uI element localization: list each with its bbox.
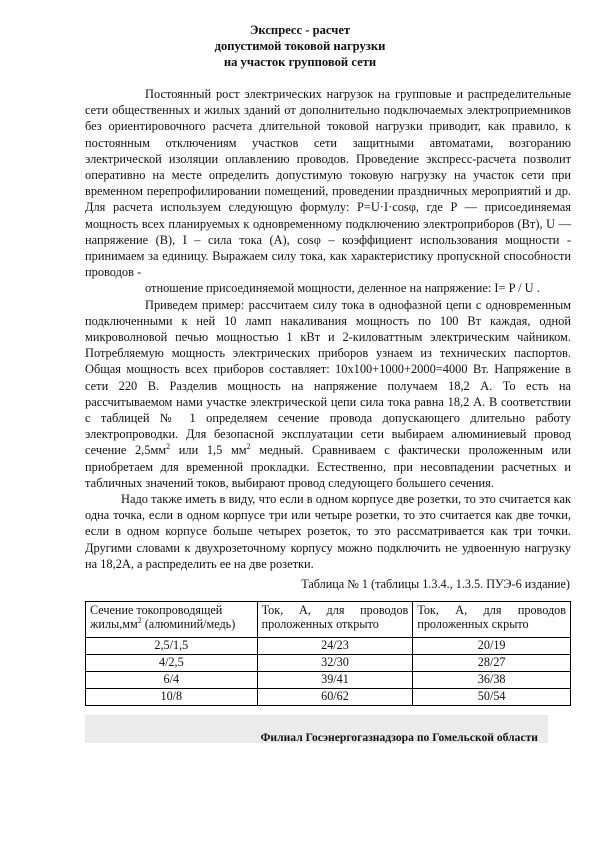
document-title: [0, 22, 600, 70]
document-body: [85, 86, 571, 572]
table-cell: 6/4: [86, 672, 258, 689]
title-line-1: Экспресс - расчет: [249, 23, 351, 37]
title-line-2: допустимой токовой нагрузки: [214, 39, 386, 53]
paragraph-intro: [85, 86, 571, 297]
table-cell: 32/30: [257, 655, 413, 672]
header-current-hidden: Ток, А, для проводов проложенных скрыто: [413, 602, 571, 638]
table-cell: 60/62: [257, 689, 413, 706]
table-row: [86, 689, 571, 706]
superscript: 2: [166, 442, 171, 452]
current-capacity-table: [85, 601, 571, 706]
title-line-3: на участок групповой сети: [223, 55, 377, 69]
table-cell: 24/23: [257, 638, 413, 655]
paragraph-example-text-a: Приведем пример: рассчитаем силу тока в однофазной цепи с одновременным подключенными к ней 10 ламп накаливания мощность по 100 Вт каждая, одной микроволновой печью мощностью 1 кВт и 2-киловаттным электрическим чайником. Потребляемую мощность электрических приборов узнаем из технических паспортов. Общая мощность всех приборов составляет: 10х100+1000+2000=4000 Вт. Напряжение в сети 220 В. Разделив мощность на напряжение получаем 18,2 А. То есть на рассчитываемом нами участке электрической цепи сила тока равна 18,2 А. В соответствии с таблицей № 1 определяем сечение провода допускающего длительно работу электропроводки. Для безопасной эксплуатации сети выбираем алюминиевый провод сечение 2,5мм: [85, 297, 571, 458]
paragraph-example-text-b: или 1,5 мм: [170, 443, 247, 458]
paragraph-example-text-c: медный. Сравниваем с фактически проложенным или приобретаем для временной прокладки. Естественно, при несовпадении расчетных и табличных значений токов, выбирают провод следующего большего сечения.: [85, 443, 571, 490]
table-cell: 4/2,5: [86, 655, 258, 672]
header-cross-section-text-a: Сечение токопроводящей жилы,мм: [90, 603, 223, 631]
table-row: [86, 638, 571, 655]
paragraph-intro-text: Постоянный рост электрических нагрузок на групповые и распределительные сети общественных и жилых зданий от дополнительно подключаемых электроприемников без ориентировочного расчета длительной токовой нагрузки приводит, как правило, к постоянным отключениям участков сети защитными автоматами, возгоранию электрической изоляции оплавлению проводов. Проведение экспресс-расчета позволит оперативно на месте определить допустимую токовую нагрузку на участок сети при временном перепрофилировании помещений, проведении праздничных мероприятий и др. Для расчета используем следующую формулу: P=U·I·cosφ, где P — присоединяемая мощность всех планируемых к одновременному подключению электроприборов (Вт), U — напряжение (В), I – сила тока (А), cosφ – коэффициент использования мощности - принимаем за единицу. Выражаем силу тока, как характеристику пропускной способности проводов -: [85, 87, 571, 280]
footer-organization: Филиал Госэнергогазнадзора по Гомельской области: [260, 731, 538, 744]
table-cell: 28/27: [413, 655, 571, 672]
table-cell: 10/8: [86, 689, 258, 706]
superscript: 2: [137, 615, 142, 625]
table-row: [86, 655, 571, 672]
table-cell: 36/38: [413, 672, 571, 689]
table-header-row: [86, 602, 571, 638]
header-cross-section-text-b: (алюминий/медь): [141, 617, 236, 631]
header-cross-section: [86, 602, 258, 638]
table-cell: 20/19: [413, 638, 571, 655]
table-caption: Таблица № 1 (таблицы 1.3.4., 1.3.5. ПУЭ-6 издание): [301, 577, 570, 591]
paragraph-sockets: Надо также иметь в виду, что если в одном корпусе две розетки, то это считается как одна точка, если в одном корпусе три или четыре розетки, то это считается как две точки, если в одном корпусе больше четырех розеток, то это рассматривается как три точки. Другими словами к двухрозеточному корпусу можно подключить не удвоенную нагрузку на 18,2А, а распределить ее на две розетки.: [85, 492, 571, 571]
header-current-open: Ток, А, для проводов проложенных открыто: [257, 602, 413, 638]
table-cell: 2,5/1,5: [86, 638, 258, 655]
table-cell: 50/54: [413, 689, 571, 706]
superscript: 2: [246, 442, 251, 452]
formula-line: отношение присоединяемой мощности, деленное на напряжение: I= P / U .: [145, 281, 540, 296]
table-cell: 39/41: [257, 672, 413, 689]
paragraph-example: [85, 297, 571, 491]
table-row: [86, 672, 571, 689]
